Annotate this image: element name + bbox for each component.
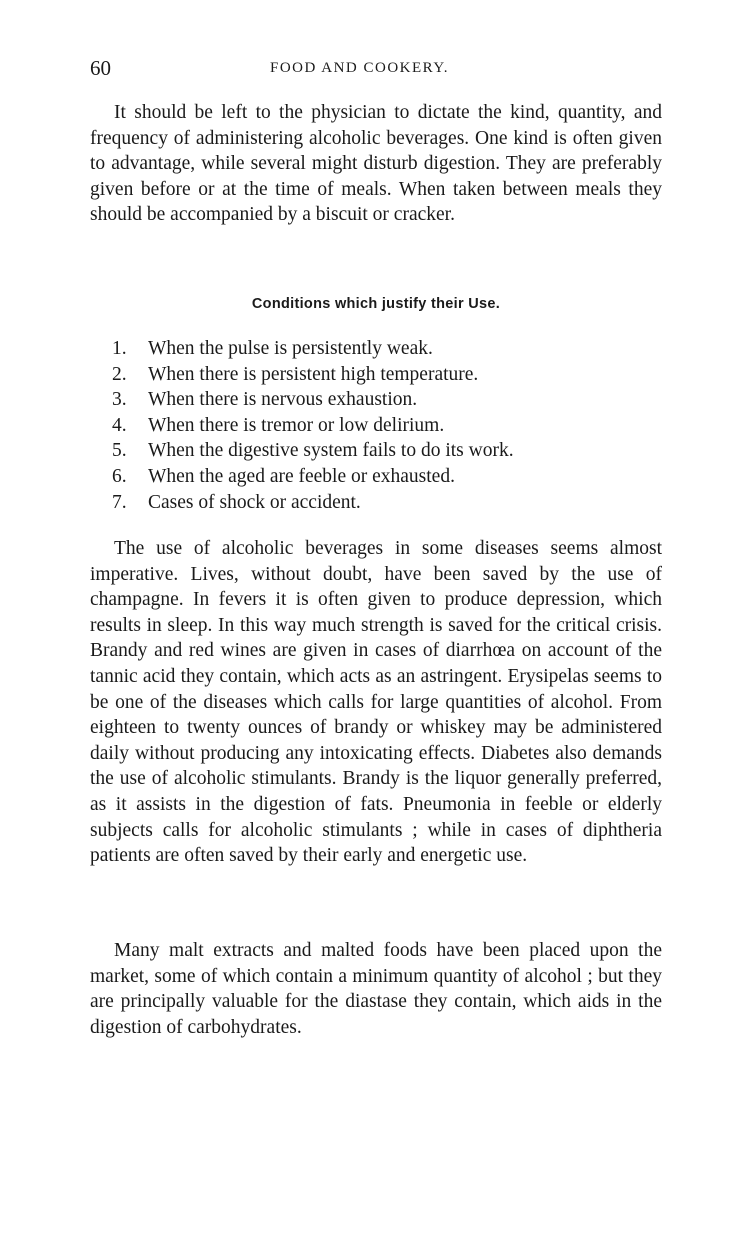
list-item-number: 5. xyxy=(112,440,127,462)
conditions-list xyxy=(112,336,652,515)
running-head: FOOD AND COOKERY. xyxy=(270,60,450,76)
list-item-number: 7. xyxy=(112,491,127,513)
list-item-text: When there is tremor or low delirium. xyxy=(148,414,445,436)
list-item-number: 6. xyxy=(112,465,127,487)
list-item-text: When the digestive system fails to do its work. xyxy=(148,440,514,462)
list-item-number: 3. xyxy=(112,389,127,411)
list-item xyxy=(112,413,652,439)
intro-paragraph: It should be left to the physician to dictate the kind, quantity, and frequency of administering alcoholic beverages. One kind is often given to advantage, while several might disturb digestion. They are preferably given before or at the time of meals. When taken between meals they should be accompanied by a biscuit or cracker. xyxy=(90,102,662,226)
intro-paragraph-block xyxy=(90,100,662,228)
list-item-text: When there is nervous exhaustion. xyxy=(148,389,418,411)
list-item-number: 1. xyxy=(112,338,127,359)
list-item-text: When the pulse is persistently weak. xyxy=(148,338,433,359)
list-item-text: When the aged are feeble or exhausted. xyxy=(148,465,455,487)
list-item-number: 4. xyxy=(112,414,127,436)
list-item xyxy=(112,387,652,413)
list-item-text: When there is persistent high temperature. xyxy=(148,363,479,385)
body-paragraph: The use of alcoholic beverages in some diseases seems almost imperative. Lives, without doubt, have been saved by the use of champagne. In fevers it is often given to produce depression, which results in sleep. In this way much strength is saved for the critical crisis. Brandy and red wines are given in cases of diarrhœa on account of the tannic acid they contain, which acts as an astringent. Erysipelas seems to be one of the diseases which calls for large quantities of alcohol. From eighteen to twenty ounces of brandy or whiskey may be administered daily without producing any intoxicating effects. Diabetes also demands the use of alcoholic stimulants. Brandy is the liquor generally preferred, as it assists in the digestion of fats. Pneumonia in feeble or elderly subjects calls for alcoholic stimulants ; while in cases of diphtheria patients are often saved by their early and energetic use. xyxy=(90,538,662,867)
list-item xyxy=(112,336,652,362)
list-item xyxy=(112,464,652,490)
list-item-number: 2. xyxy=(112,363,127,385)
page-number: 60 xyxy=(90,56,111,80)
closing-paragraph: Many malt extracts and malted foods have been placed upon the market, some of which contain a minimum quantity of alcohol ; but they are principally valuable for the diastase they contain, which aids in the digestion of carbohydrates. xyxy=(90,940,662,1038)
list-item xyxy=(112,362,652,388)
conditions-heading: Conditions which justify their Use. xyxy=(251,296,501,312)
body-paragraph-block xyxy=(90,536,662,869)
page-header xyxy=(90,56,665,88)
closing-paragraph-block xyxy=(90,938,662,1040)
list-item-text: Cases of shock or accident. xyxy=(148,491,361,513)
list-item xyxy=(112,490,652,516)
list-item xyxy=(112,438,652,464)
